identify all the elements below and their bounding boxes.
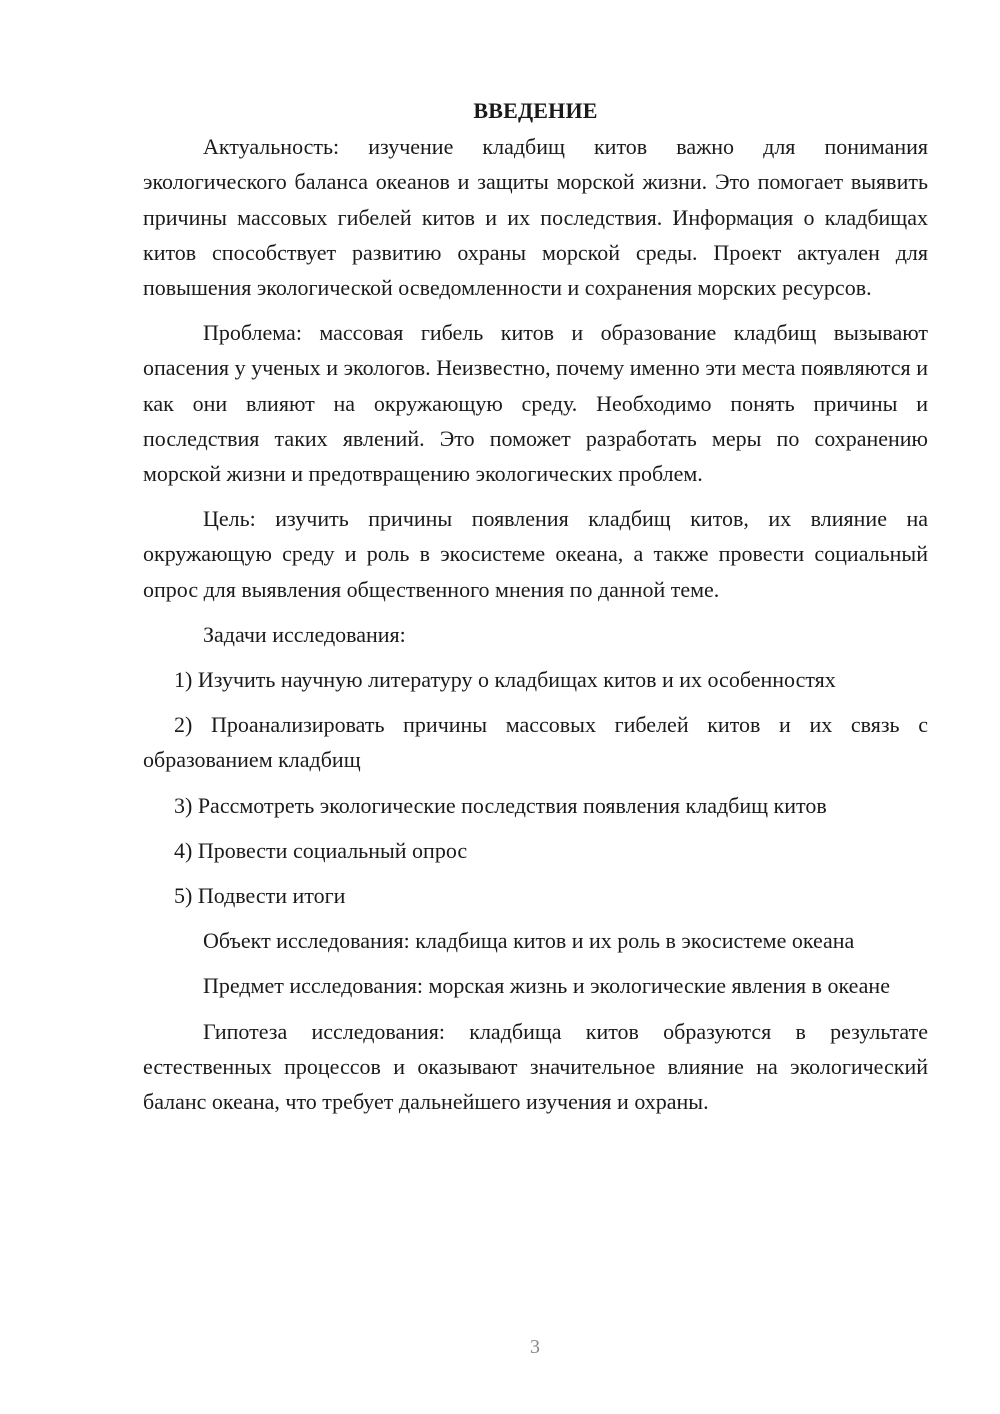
problem-paragraph: Проблема: массовая гибель китов и образование кладбищ вызывают опасения у ученых и экологов. Неизвестно, почему именно эти места появляются и как они влияют на окружающую среду. Необходимо понять причины и последствия таких явлений. Это поможет разработать меры по сохранению морской жизни и предотвращению экологических проблем. bbox=[143, 320, 928, 487]
task-item-4: 4) Провести социальный опрос bbox=[174, 837, 468, 863]
task-item-1: 1) Изучить научную литературу о кладбищах китов и их особенностях bbox=[174, 667, 836, 693]
page-number: 3 bbox=[530, 1336, 540, 1358]
subject-paragraph: Предмет исследования: морская жизнь и экологические явления в океане bbox=[203, 973, 890, 999]
section-title: ВВЕДЕНИЕ bbox=[473, 98, 598, 123]
page-content bbox=[143, 93, 928, 1129]
task-item-5: 5) Подвести итоги bbox=[174, 883, 346, 909]
task-item-3: 3) Рассмотреть экологические последствия появления кладбищ китов bbox=[174, 792, 827, 818]
goal-paragraph: Цель: изучить причины появления кладбищ китов, их влияние на окружающую среду и роль в экосистеме океана, а также провести социальный опрос для выявления общественного мнения по данной теме. bbox=[143, 506, 928, 602]
hypothesis-paragraph: Гипотеза исследования: кладбища китов образуются в результате естественных процессов и оказывают значительное влияние на экологический баланс океана, что требует дальнейшего изучения и охраны. bbox=[143, 1018, 928, 1115]
task-item-2: 2) Проанализировать причины массовых гибелей китов и их связь с образованием кладбищ bbox=[143, 712, 928, 773]
relevance-paragraph: Актуальность: изучение кладбищ китов важно для понимания экологического баланса океанов и защиты морской жизни. Это помогает выявить причины массовых гибелей китов и их последствия. Информация о кладбищах китов способствует развитию охраны морской среды. Проект актуален для повышения экологической осведомленности и сохранения морских ресурсов. bbox=[143, 134, 928, 301]
object-paragraph: Объект исследования: кладбища китов и их роль в экосистеме океана bbox=[203, 928, 855, 954]
tasks-heading: Задачи исследования: bbox=[203, 621, 406, 647]
